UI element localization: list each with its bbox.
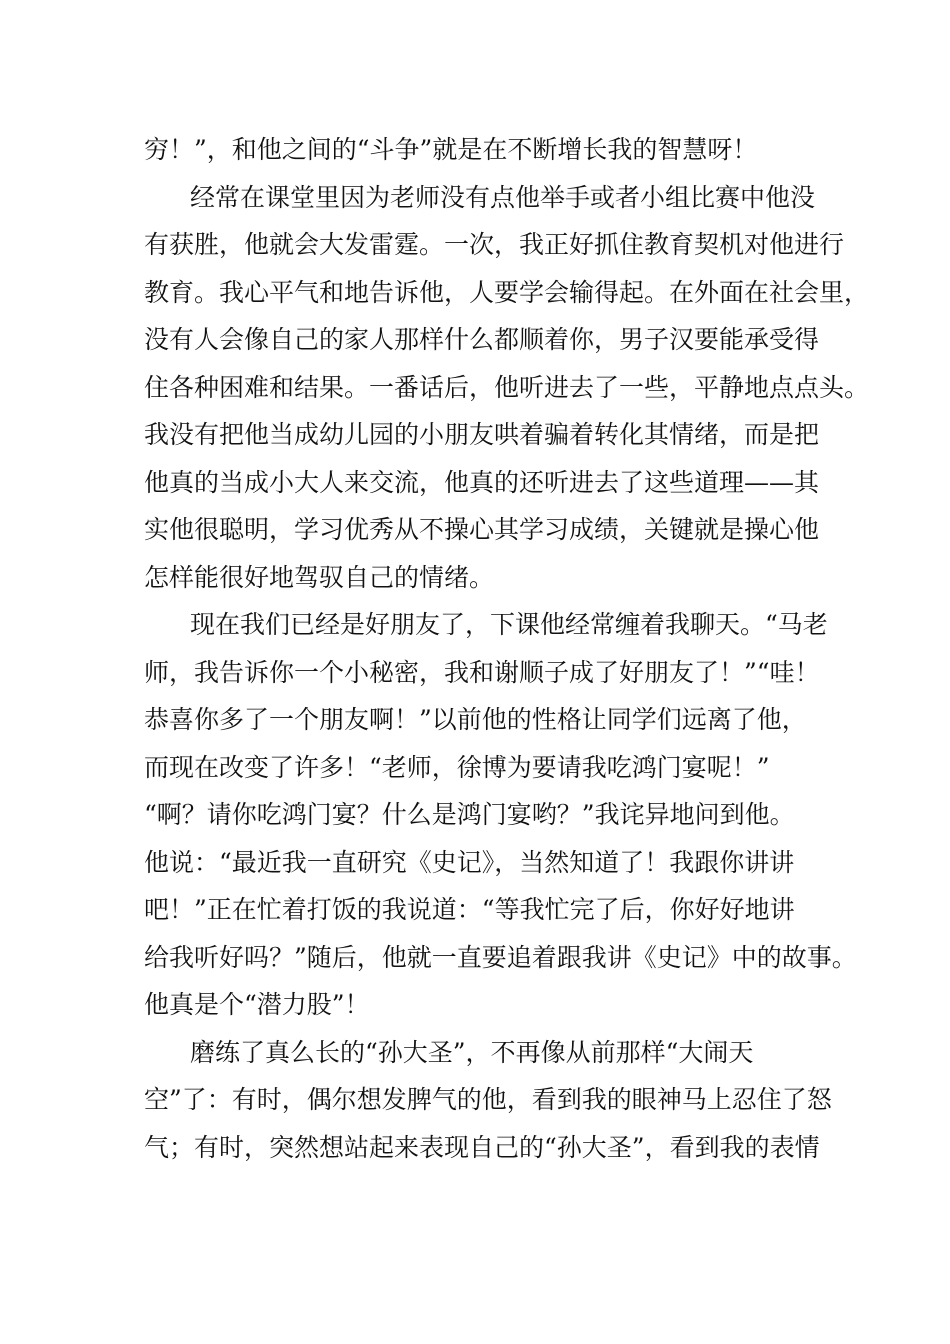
text-line: 实他很聪明，学习优秀从不操心其学习成绩，关键就是操心他 (144, 515, 820, 544)
text-line: 穷！”，和他之间的“斗争”就是在不断增长我的智慧呀！ (144, 135, 758, 164)
text-line: 住各种困难和结果。一番话后，他听进去了一些，平静地点点头。 (144, 372, 870, 402)
text-line: 他真是个“潜力股”！ (144, 990, 370, 1019)
body-text (144, 126, 870, 1171)
text-line: 吧！”正在忙着打饭的我说道：“等我忙完了后，你好好地讲 (144, 895, 795, 924)
text-line: 气；有时，突然想站起来表现自己的“孙大圣”，看到我的表情 (144, 1132, 820, 1162)
text-line: 有获胜，他就会大发雷霆。一次，我正好抓住教育契机对他进行 (144, 230, 845, 259)
text-line: 他真的当成小大人来交流，他真的还听进去了这些道理——其 (144, 467, 820, 497)
text-line: 他说：“最近我一直研究《史记》，当然知道了！我跟你讲讲 (144, 847, 795, 877)
text-line: 磨练了真么长的“孙大圣”，不再像从前那样“大闹天 (190, 1037, 754, 1067)
text-line: 师，我告诉你一个小秘密，我和谢顺子成了好朋友了！”“哇！ (144, 657, 820, 687)
text-line: 教育。我心平气和地告诉他，人要学会输得起。在外面在社会里， (144, 277, 870, 307)
text-line: 经常在课堂里因为老师没有点他举手或者小组比赛中他没 (190, 182, 816, 212)
text-line: 我没有把他当成幼儿园的小朋友哄着骗着转化其情绪，而是把 (144, 420, 820, 449)
text-line: 空”了：有时，偶尔想发脾气的他，看到我的眼神马上忍住了怒 (144, 1085, 832, 1114)
text-line: 给我听好吗？”随后，他就一直要追着跟我讲《史记》中的故事。 (144, 942, 857, 972)
text-line: “啊？请你吃鸿门宴？什么是鸿门宴哟？”我诧异地问到他。 (144, 800, 795, 829)
text-line: 现在我们已经是好朋友了，下课他经常缠着我聊天。“马老 (190, 610, 828, 639)
text-line: 没有人会像自己的家人那样什么都顺着你，男子汉要能承受得 (144, 325, 820, 354)
text-line: 而现在改变了许多！“老师，徐博为要请我吃鸿门宴呢！” (144, 752, 770, 782)
text-line: 恭喜你多了一个朋友啊！”以前他的性格让同学们远离了他， (144, 705, 807, 734)
text-line: 怎样能很好地驾驭自己的情绪。 (144, 562, 495, 592)
